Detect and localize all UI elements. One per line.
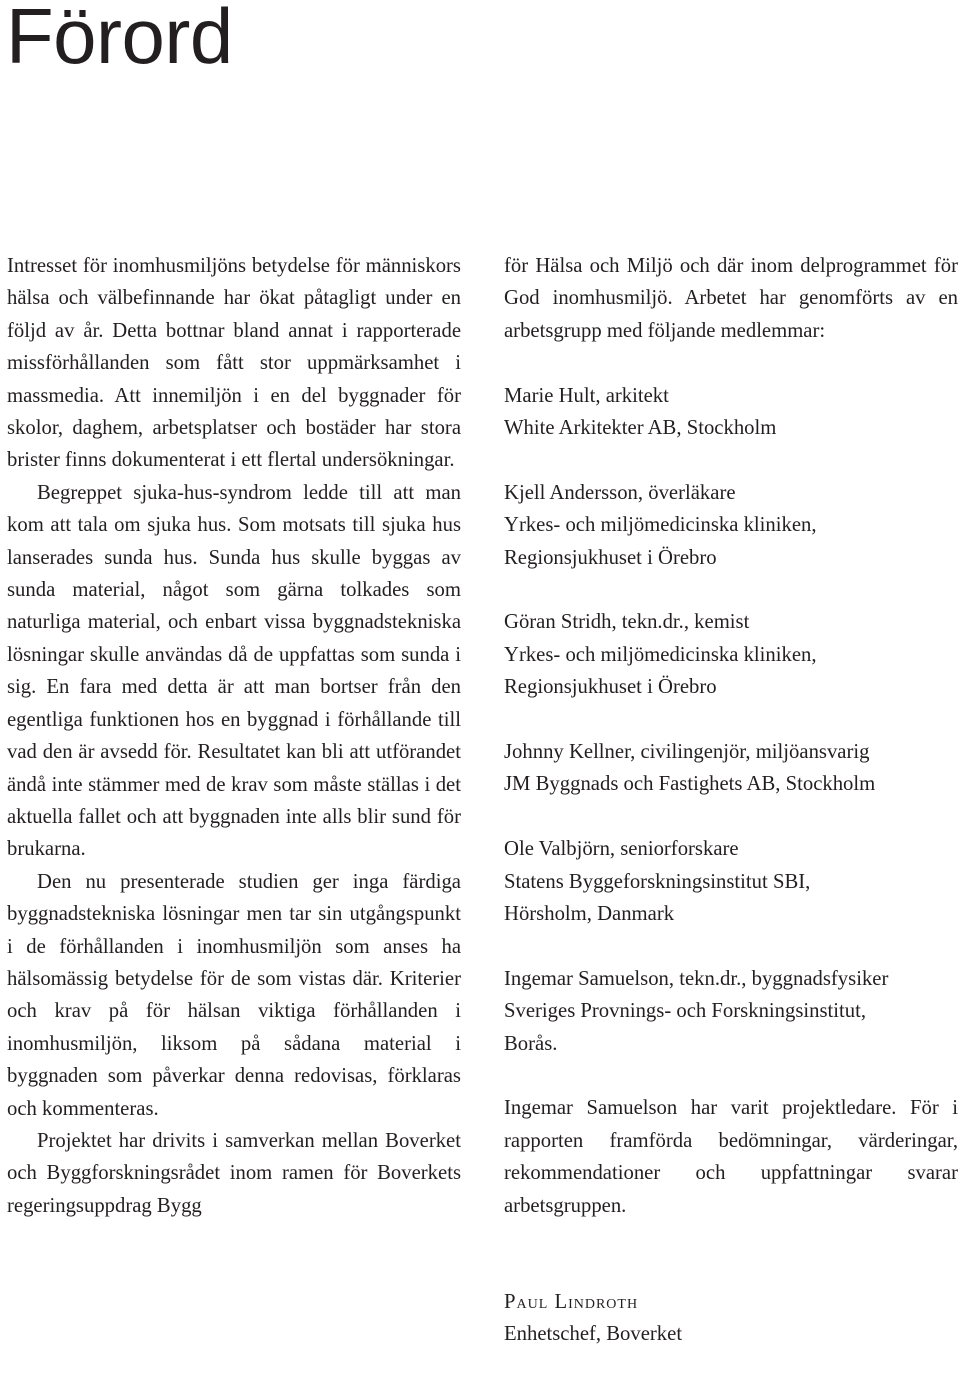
- paragraph-closing: Ingemar Samuelson har varit projektledare. För i rapporten framförda bedömningar, värderingar, rekommendationer och uppfattningar svarar arbetsgruppen.: [504, 1097, 958, 1217]
- member-name-role: Kjell Andersson, överläkare: [504, 481, 736, 504]
- signature-block: [504, 1286, 958, 1351]
- member-entry: [504, 380, 958, 445]
- member-organization: White Arkitekter AB, Stockholm: [504, 417, 777, 440]
- right-column: [504, 250, 958, 1351]
- member-organization-line2: Regionsjukhuset i Örebro: [504, 546, 717, 569]
- paragraph-continuation: för Hälsa och Miljö och där inom delprogrammet för God inomhusmiljö. Arbetet har genomförts av en arbetsgrupp med följande medlemmar:: [504, 255, 958, 342]
- member-organization: Yrkes- och miljömedicinska kliniken,: [504, 643, 817, 666]
- signature-title: Enhetschef, Boverket: [504, 1323, 683, 1346]
- member-name-role: Göran Stridh, tekn.dr., kemist: [504, 611, 750, 634]
- member-organization: Sveriges Provnings- och Forskningsinstitut,: [504, 1000, 867, 1023]
- paragraph-intro: Intresset för inomhusmiljöns betydelse för människors hälsa och välbefinnande har ökat påtagligt under en följd av år. Detta bottnar bland annat i rapporterade missförhållanden som fått stor uppmärksamhet i massmedia. Att innemiljön i en del byggnader för skolor, daghem, arbetsplatser och bostäder har stora brister finns dokumenterat i ett flertal undersökningar.: [7, 255, 461, 472]
- page-title: Förord: [6, 0, 233, 80]
- member-name-role: Johnny Kellner, civilingenjör, miljöansvarig: [504, 741, 870, 764]
- paragraph-study: Den nu presenterade studien ger inga färdiga byggnadstekniska lösningar men tar sin utgångspunkt i de förhållanden i inomhusmiljön som anses ha hälsomässig betydelse för de som vistas där. Kriterier och krav på för hälsan viktiga förhållanden i inomhusmiljön, liksom på sådana material i byggnaden som påverkar denna redovisas, förklaras och kommenteras.: [7, 870, 461, 1120]
- member-organization: Statens Byggeforskningsinstitut SBI,: [504, 870, 811, 893]
- member-entry: [504, 477, 958, 574]
- member-organization-line2: Regionsjukhuset i Örebro: [504, 676, 717, 699]
- member-organization-line2: Hörsholm, Danmark: [504, 903, 675, 926]
- member-name-role: Ingemar Samuelson, tekn.dr., byggnadsfysiker: [504, 967, 889, 990]
- member-name-role: Marie Hult, arkitekt: [504, 384, 669, 407]
- member-organization: Yrkes- och miljömedicinska kliniken,: [504, 514, 817, 537]
- left-column: [7, 250, 461, 1222]
- member-entry: [504, 963, 958, 1060]
- member-organization: JM Byggnads och Fastighets AB, Stockholm: [504, 773, 876, 796]
- member-entry: [504, 606, 958, 703]
- paragraph-sick-buildings: Begreppet sjuka-hus-syndrom ledde till att man kom att tala om sjuka hus. Som motsats till sjuka hus lanserades sunda hus. Sunda hus skulle byggas av sunda material, något som gärna tolkades som naturliga material, och enbart vissa byggnadstekniska lösningar skulle användas då de uppfattas som sunda i sig. En fara med detta är att man bortser från den egentliga funktionen hos en byggnad i förhållande till vad den är avsedd för. Resultatet kan bli att utförandet ändå inte stämmer med de krav som måste ställas i det aktuella fallet och att byggnaden inte alls blir sund för brukarna.: [7, 481, 461, 861]
- signature-name: Paul Lindroth: [504, 1291, 639, 1314]
- member-name-role: Ole Valbjörn, seniorforskare: [504, 838, 739, 861]
- member-entry: [504, 736, 958, 801]
- paragraph-project: Projektet har drivits i samverkan mellan Boverket och Byggforskningsrådet inom ramen för Boverkets regeringsuppdrag Bygg: [7, 1129, 461, 1217]
- member-entry: [504, 833, 958, 930]
- member-organization-line2: Borås.: [504, 1032, 558, 1055]
